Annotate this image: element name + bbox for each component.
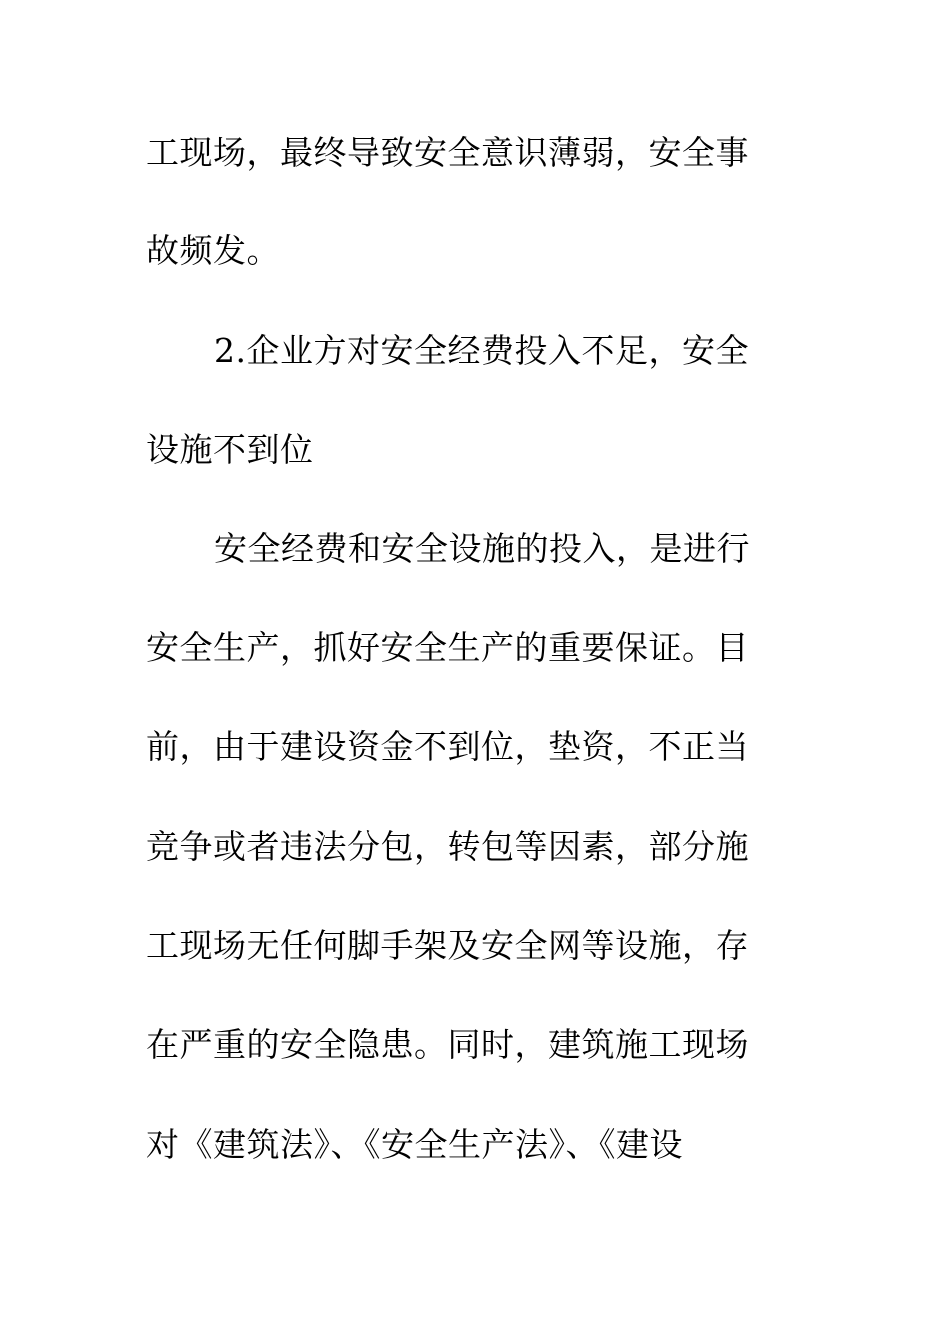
paragraph-line: 竞争或者违法分包，转包等因素，部分施 (146, 827, 749, 866)
section-heading-line: 设施不到位 (146, 430, 314, 469)
paragraph-line: 故频发。 (146, 231, 280, 270)
paragraph-line: 安全生产，抓好安全生产的重要保证。目 (146, 628, 749, 667)
paragraph-line: 在严重的安全隐患。同时，建筑施工现场 (146, 1025, 749, 1064)
paragraph-line: 安全经费和安全设施的投入，是进行 (214, 529, 750, 568)
paragraph-line: 工现场，最终导致安全意识薄弱，安全事 (146, 133, 749, 172)
paragraph-line: 工现场无任何脚手架及安全网等设施，存 (146, 926, 749, 965)
paragraph-line: 对《建筑法》、《安全生产法》、《建设 (146, 1125, 683, 1164)
section-heading-line: 2.企业方对安全经费投入不足，安全 (214, 331, 749, 370)
paragraph-line: 前，由于建设资金不到位，垫资，不正当 (146, 727, 749, 766)
